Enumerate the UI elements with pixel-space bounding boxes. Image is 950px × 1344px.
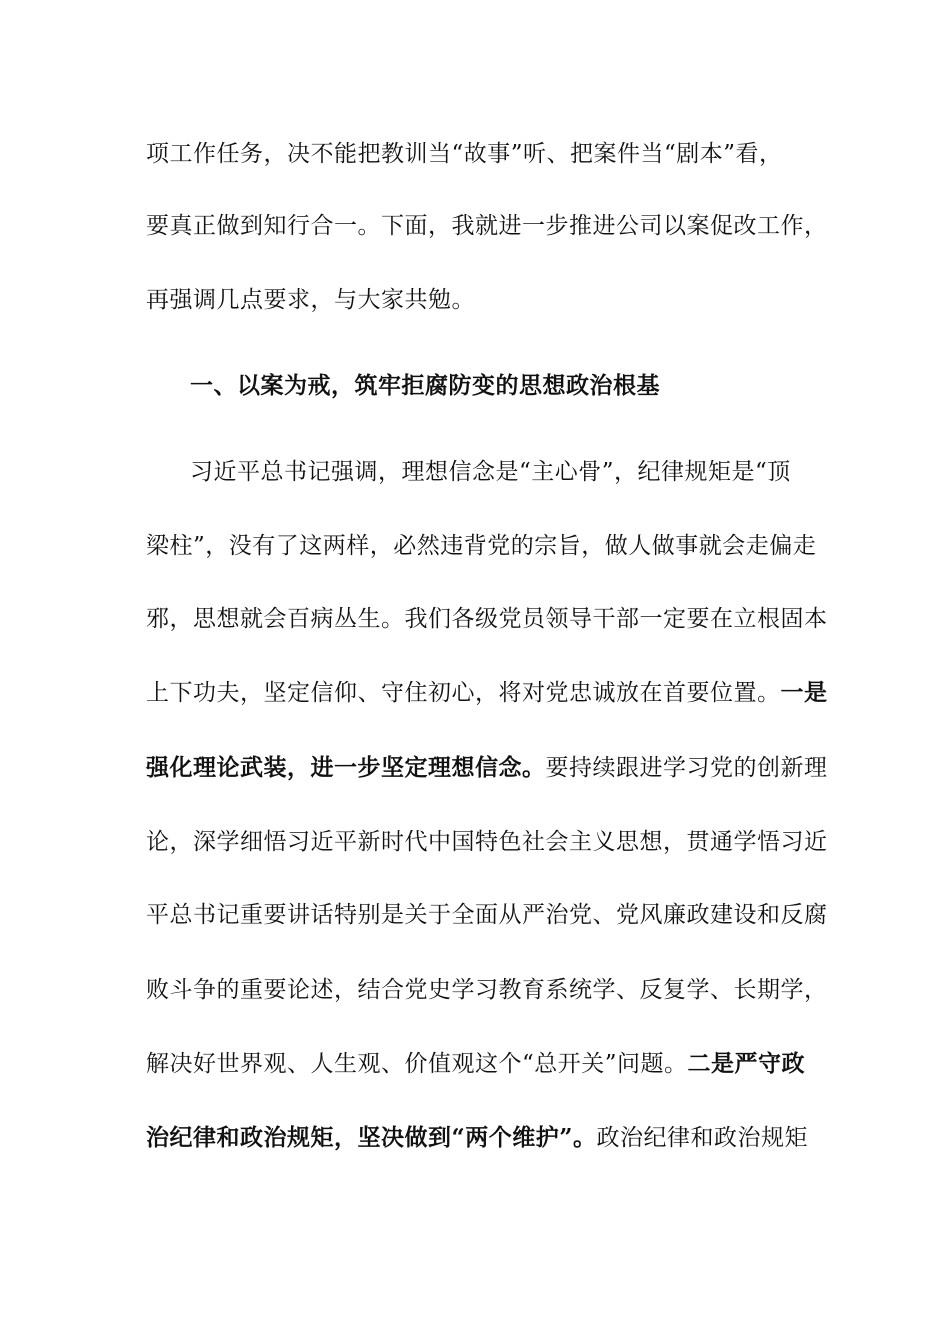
bold-text-segment: 强化理论武装，进一步坚定理想信念。 bbox=[146, 754, 546, 781]
text-segment: 败斗争的重要论述，结合党史学习教育系统学、反复学、长期学， bbox=[146, 977, 828, 1003]
heading-text: 一、以案为戒，筑牢拒腐防变的思想政治根基 bbox=[190, 372, 660, 399]
body-line-7 bbox=[146, 604, 828, 634]
body-line-1 bbox=[146, 139, 806, 169]
text-segment: 要持续跟进学习党的创新理 bbox=[545, 755, 828, 781]
bold-text-segment: 治纪律和政治规矩，坚决做到“两个维护”。 bbox=[146, 1124, 597, 1151]
text-segment: 邪，思想就会百病丛生。我们各级党员领导干部一定要在立根固本 bbox=[146, 606, 828, 632]
body-line-9 bbox=[146, 753, 828, 783]
bold-text-segment: 一是 bbox=[780, 679, 828, 706]
body-line-10 bbox=[146, 827, 828, 857]
text-segment: 平总书记重要讲话特别是关于全面从严治党、党风廉政建设和反腐 bbox=[146, 902, 828, 928]
section-heading bbox=[190, 371, 850, 401]
text-segment: 再强调几点要求，与大家共勉。 bbox=[146, 287, 475, 313]
body-line-12 bbox=[146, 975, 828, 1005]
text-segment: 论，深学细悟习近平新时代中国特色社会主义思想，贯通学悟习近 bbox=[146, 829, 828, 855]
text-segment: 解决好世界观、人生观、价值观这个“总开关”问题。 bbox=[146, 1051, 688, 1077]
body-line-6 bbox=[146, 531, 817, 561]
text-segment: 政治纪律和政治规矩 bbox=[596, 1125, 808, 1151]
body-line-2 bbox=[146, 211, 828, 241]
bold-text-segment: 二是严守政 bbox=[687, 1050, 806, 1077]
text-segment: 上下功夫，坚定信仰、守住初心，将对党忠诚放在首要位置。 bbox=[146, 680, 781, 706]
text-segment: 梁柱”，没有了这两样，必然违背党的宗旨，做人做事就会走偏走 bbox=[146, 533, 817, 559]
text-segment: 要真正做到知行合一。下面，我就进一步推进公司以案促改工作， bbox=[146, 213, 828, 239]
text-segment: 项工作任务，决不能把教训当“故事”听、把案件当“剧本”看， bbox=[146, 141, 783, 167]
body-line-13 bbox=[146, 1049, 806, 1079]
body-line-11 bbox=[146, 900, 828, 930]
body-line-8 bbox=[146, 678, 828, 708]
body-line-14 bbox=[146, 1123, 806, 1153]
text-segment: 习近平总书记强调，理想信念是“主心骨”，纪律规矩是“顶 bbox=[190, 459, 791, 485]
body-line-3 bbox=[146, 285, 806, 315]
body-line-5 bbox=[190, 457, 850, 487]
